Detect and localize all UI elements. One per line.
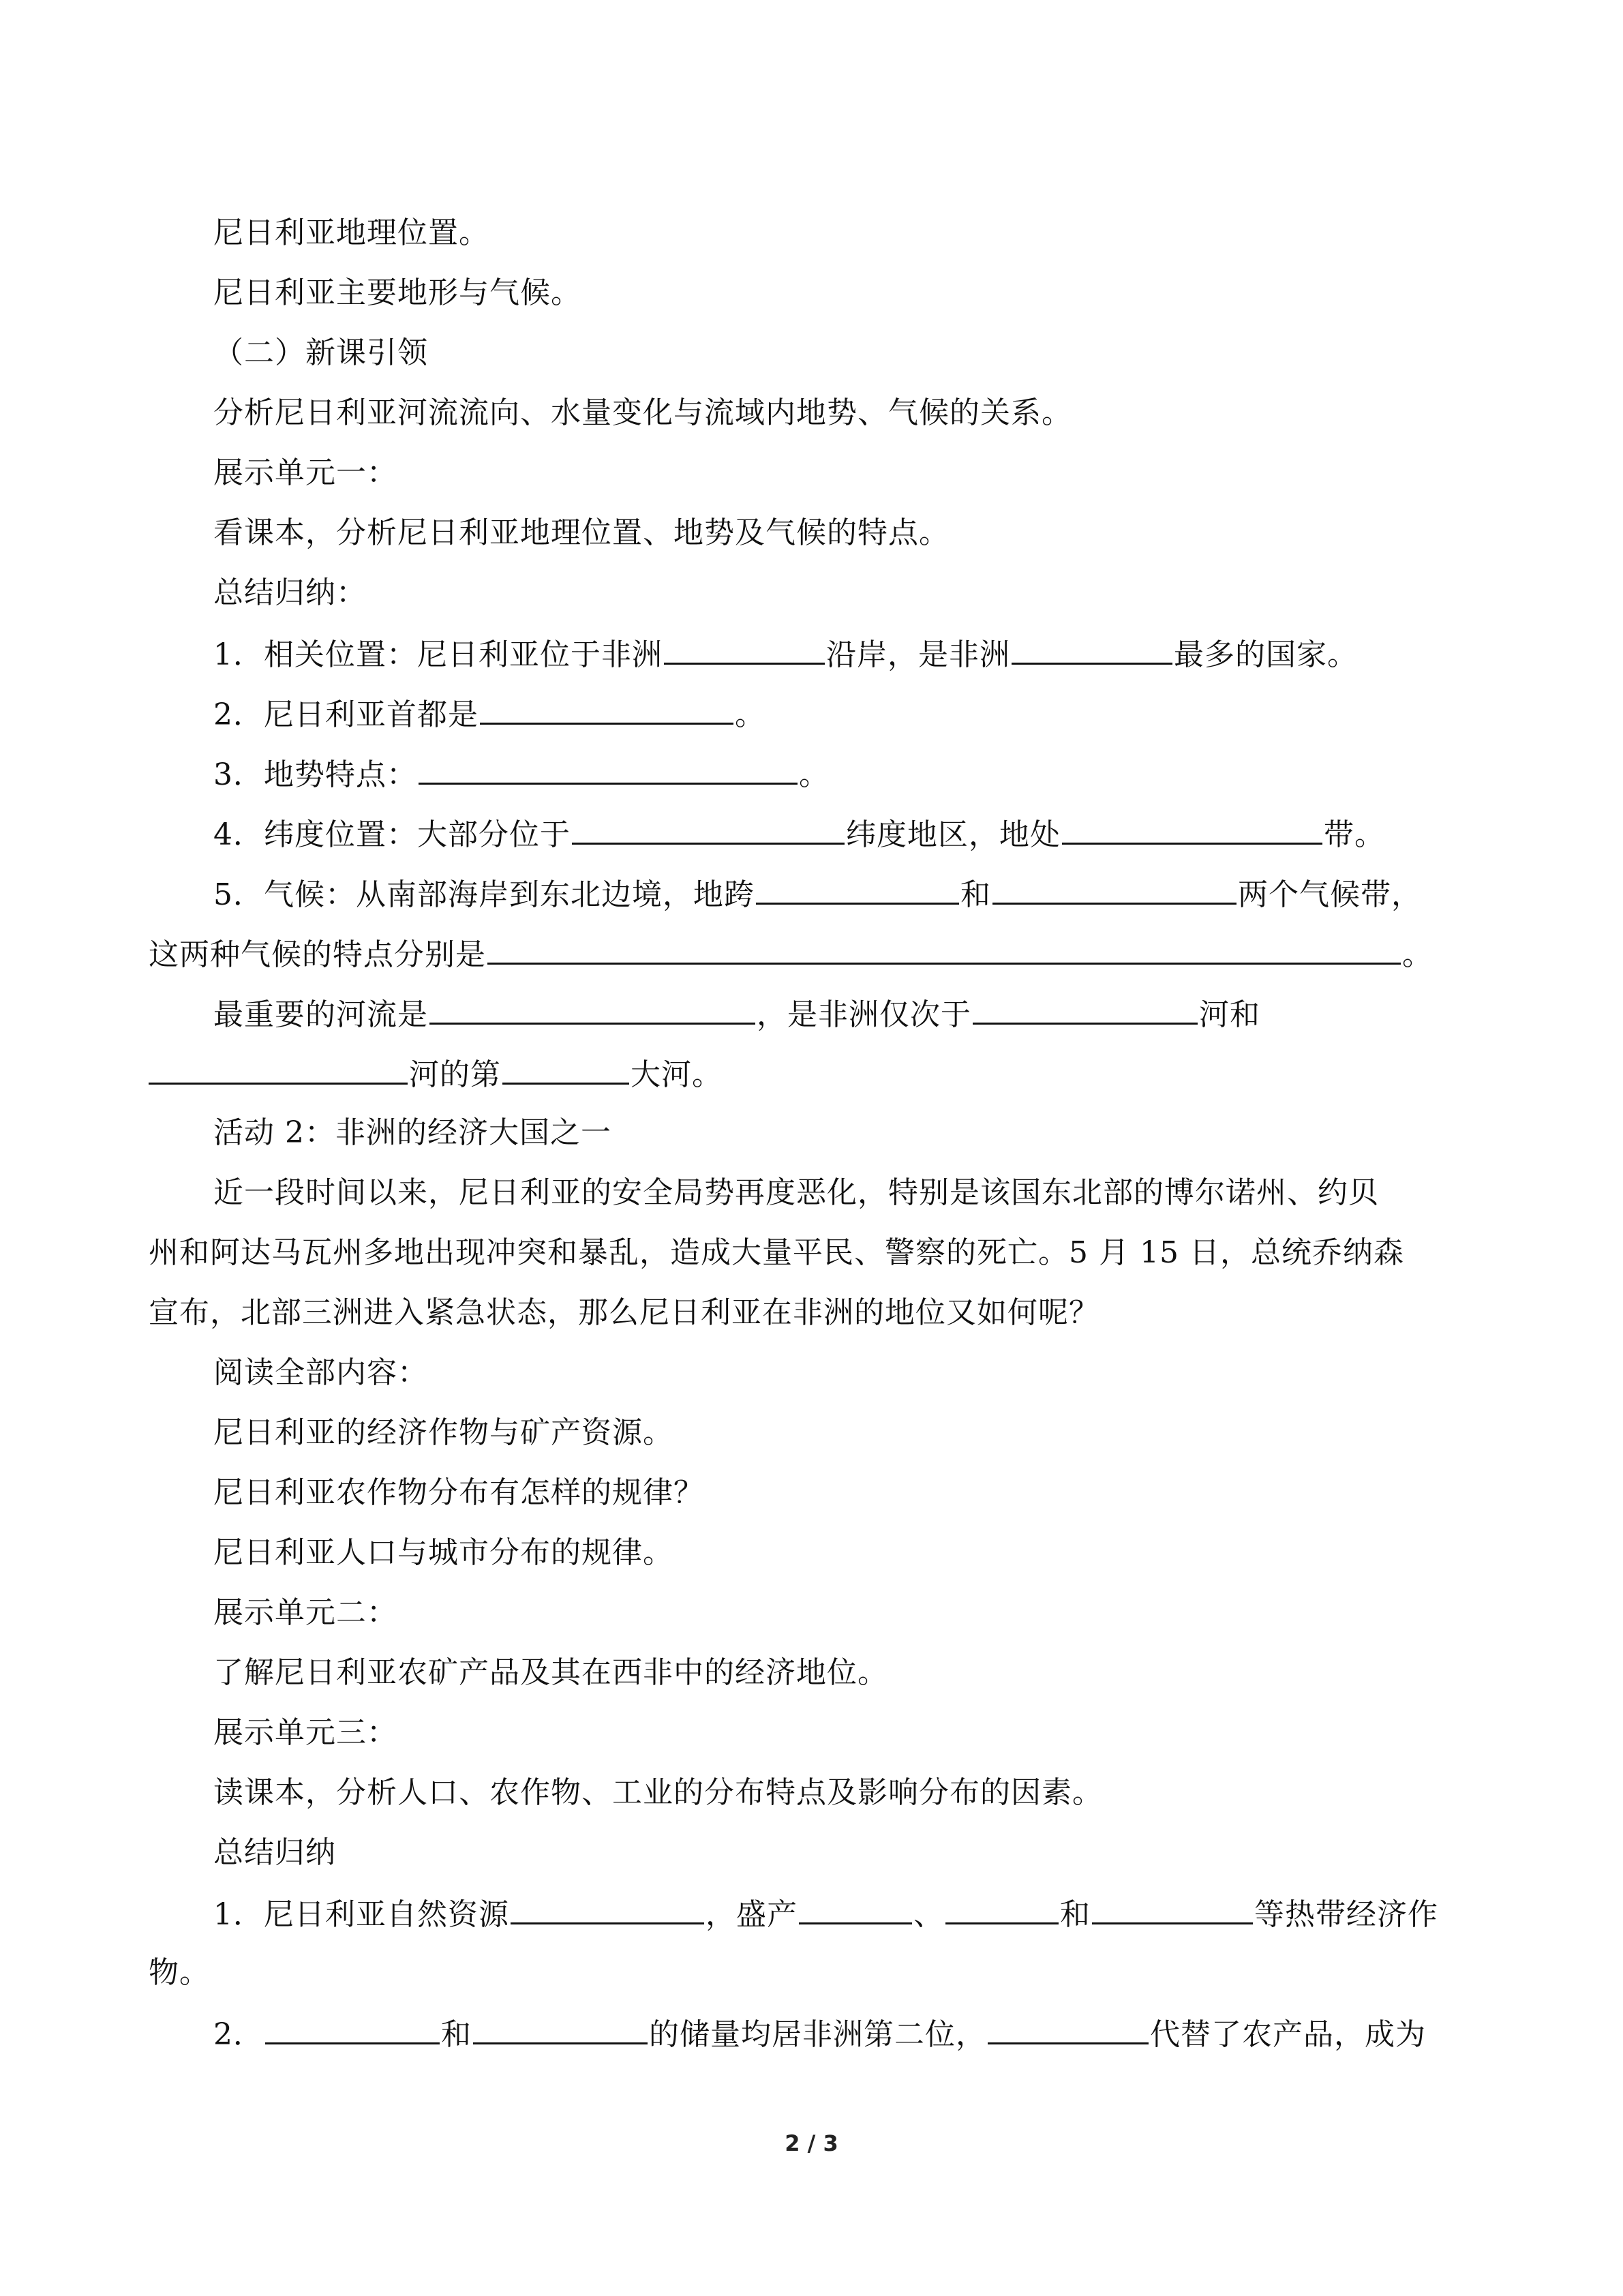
answer-blank[interactable] bbox=[265, 2012, 440, 2044]
fill-in-line: 2． 和 的储量均居非洲第二位， 代替了农产品，成为 bbox=[213, 2012, 1623, 2055]
answer-blank[interactable] bbox=[988, 2012, 1149, 2044]
answer-blank[interactable] bbox=[502, 1053, 629, 1085]
text-line: 尼日利亚地理位置。 bbox=[213, 215, 489, 250]
answer-blank[interactable] bbox=[511, 1892, 704, 1924]
answer-blank[interactable] bbox=[973, 993, 1198, 1025]
text-line: 尼日利亚农作物分布有怎样的规律？ bbox=[213, 1475, 704, 1510]
section-heading: （二）新课引领 bbox=[213, 335, 428, 370]
text-line: 州和阿达马瓦州多地出现冲突和暴乱，造成大量平民、警察的死亡。5 月 15 日，总统乔纳森 bbox=[149, 1235, 1404, 1270]
text-line: 总结归纳： bbox=[213, 575, 367, 610]
answer-blank[interactable] bbox=[429, 993, 755, 1025]
fill-in-line: 4．纬度位置：大部分位于 纬度地区，地处 带。 bbox=[213, 813, 1623, 856]
answer-blank[interactable] bbox=[664, 633, 825, 665]
text-line: 展示单元三： bbox=[213, 1715, 397, 1750]
fill-in-line: 最重要的河流是 ，是非洲仅次于 河和 bbox=[213, 993, 1623, 1036]
text-line: 展示单元一： bbox=[213, 455, 397, 490]
fill-in-line: 这两种气候的特点分别是 。 bbox=[149, 933, 1623, 976]
answer-blank[interactable] bbox=[992, 873, 1237, 905]
text-line: 分析尼日利亚河流流向、水量变化与流域内地势、气候的关系。 bbox=[213, 395, 1072, 430]
text-line: 尼日利亚人口与城市分布的规律。 bbox=[213, 1535, 673, 1570]
answer-blank[interactable] bbox=[572, 813, 845, 845]
answer-blank[interactable] bbox=[480, 693, 733, 725]
page-number: 2 / 3 bbox=[785, 2130, 838, 2156]
answer-blank[interactable] bbox=[1012, 633, 1172, 665]
text-line: 尼日利亚的经济作物与矿产资源。 bbox=[213, 1415, 673, 1450]
text-line: 物。 bbox=[149, 1955, 210, 1990]
text-line: 读课本，分析人口、农作物、工业的分布特点及影响分布的因素。 bbox=[213, 1775, 1103, 1810]
answer-blank[interactable] bbox=[1092, 1892, 1253, 1924]
text-line: 看课本，分析尼日利亚地理位置、地势及气候的特点。 bbox=[213, 515, 950, 550]
answer-blank[interactable] bbox=[1062, 813, 1322, 845]
answer-blank[interactable] bbox=[799, 1892, 912, 1924]
text-line: 了解尼日利亚农矿产品及其在西非中的经济地位。 bbox=[213, 1655, 888, 1690]
answer-blank[interactable] bbox=[149, 1053, 408, 1085]
activity-heading: 活动 2：非洲的经济大国之一 bbox=[213, 1115, 611, 1150]
fill-in-line: 3．地势特点： 。 bbox=[213, 753, 1623, 796]
answer-blank[interactable] bbox=[419, 753, 798, 785]
fill-in-line: 1．尼日利亚自然资源 ，盛产 、 和 等热带经济作 bbox=[213, 1892, 1623, 1935]
answer-blank[interactable] bbox=[756, 873, 959, 905]
answer-blank[interactable] bbox=[945, 1892, 1059, 1924]
fill-in-line: 1．相关位置：尼日利亚位于非洲 沿岸，是非洲 最多的国家。 bbox=[213, 633, 1623, 676]
fill-in-line: 河的第 大河。 bbox=[149, 1053, 1623, 1096]
text-line: 阅读全部内容： bbox=[213, 1355, 428, 1390]
text-line: 宣布，北部三洲进入紧急状态，那么尼日利亚在非洲的地位又如何呢？ bbox=[149, 1295, 1099, 1330]
text-line: 尼日利亚主要地形与气候。 bbox=[213, 275, 581, 310]
text-line: 展示单元二： bbox=[213, 1595, 397, 1630]
text-line: 总结归纳 bbox=[213, 1835, 336, 1870]
text-line: 近一段时间以来，尼日利亚的安全局势再度恶化，特别是该国东北部的博尔诺州、约贝 bbox=[213, 1175, 1379, 1210]
fill-in-line: 2．尼日利亚首都是 。 bbox=[213, 693, 1623, 736]
answer-blank[interactable] bbox=[487, 933, 1401, 965]
answer-blank[interactable] bbox=[473, 2012, 648, 2044]
fill-in-line: 5．气候：从南部海岸到东北边境，地跨 和 两个气候带， bbox=[213, 873, 1623, 916]
